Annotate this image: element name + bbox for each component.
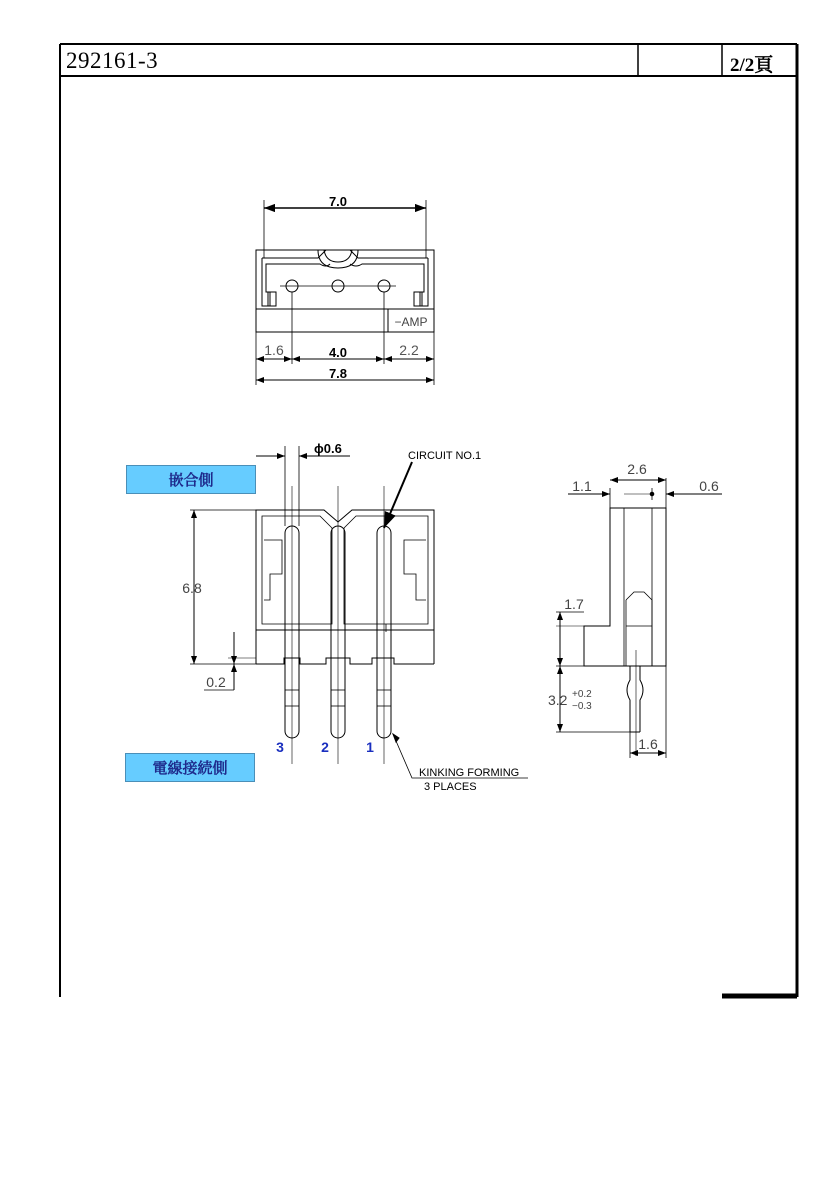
dim-top-pitch: 4.0 xyxy=(328,345,348,360)
side-view xyxy=(556,478,722,758)
wire-side-label: 電線接続側 xyxy=(125,753,255,782)
page-label: 2/2頁 xyxy=(730,55,774,76)
dim-pin-offset: 1.6 xyxy=(638,736,658,752)
dim-top-width: 7.0 xyxy=(328,194,348,209)
pin-number-3: 3 xyxy=(276,739,284,755)
dim-side-left: 1.1 xyxy=(572,478,592,494)
dim-gap: 0.2 xyxy=(206,674,226,690)
dim-pin-tol-upper: +0.2 xyxy=(572,689,592,700)
dim-side-right: 0.6 xyxy=(699,478,719,494)
pin-number-1: 1 xyxy=(366,739,374,755)
brand-mark: −AMP xyxy=(394,315,428,329)
dim-pin-base: 3.2 xyxy=(548,692,568,708)
dim-pin-tol-lower: −0.3 xyxy=(572,701,592,712)
circuit-note: CIRCUIT NO.1 xyxy=(408,450,482,462)
dim-top-bottom-width: 7.8 xyxy=(328,366,348,381)
dim-height: 6.8 xyxy=(182,580,202,596)
part-number: 292161-3 xyxy=(66,48,159,73)
pin-diameter: ϕ0.6 xyxy=(314,441,342,456)
dim-top-left: 1.6 xyxy=(264,342,284,358)
dim-top-right: 2.2 xyxy=(399,342,419,358)
dim-side-depth: 2.6 xyxy=(627,461,647,477)
kinking-note-line1: KINKING FORMING xyxy=(419,767,520,779)
kinking-note-line2: 3 PLACES xyxy=(424,781,477,793)
mating-side-label: 嵌合側 xyxy=(126,465,256,494)
pin-number-2: 2 xyxy=(321,739,329,755)
front-view xyxy=(190,446,528,778)
dim-side-step: 1.7 xyxy=(564,596,584,612)
